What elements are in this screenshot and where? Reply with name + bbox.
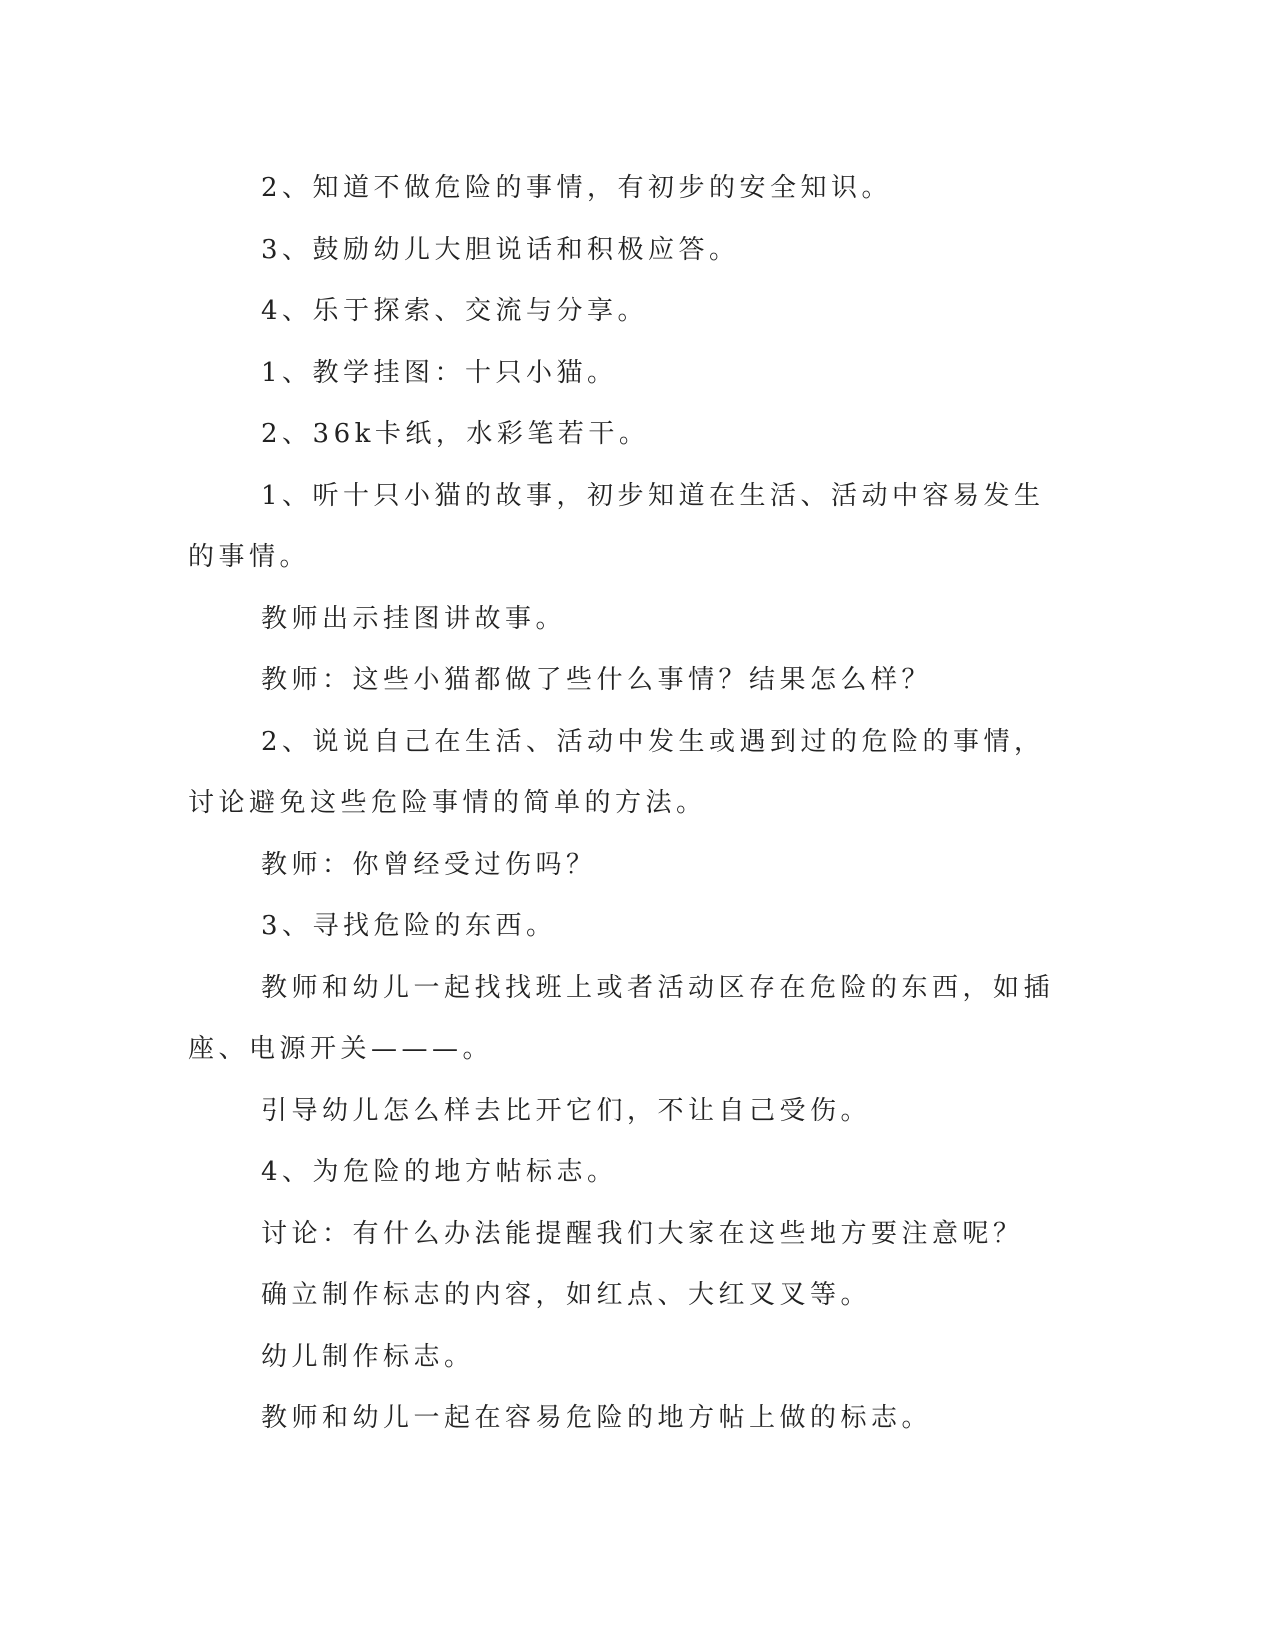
- paragraph-teacher-question-2: 教师：你曾经受过伤吗？: [261, 849, 597, 880]
- paragraph-discussion: 讨论：有什么办法能提醒我们大家在这些地方要注意呢？: [261, 1218, 1024, 1249]
- paragraph-material-2: 2、36k卡纸，水彩笔若干。: [261, 419, 650, 449]
- paragraph-post-sign: 教师和幼儿一起在容易危险的地方帖上做的标志。: [261, 1403, 933, 1433]
- document-body: [188, 158, 1068, 1450]
- paragraph-objective-2: 2、知道不做危险的事情，有初步的安全知识。: [261, 173, 893, 203]
- paragraph-objective-3: 3、鼓励幼儿大胆说话和积极应答。: [261, 234, 740, 265]
- paragraph-guide-avoid: 引导幼儿怎么样去比开它们，不让自己受伤。: [261, 1095, 872, 1126]
- paragraph-step-1: 1、听十只小猫的故事，初步知道在生活、活动中容易发生的事情。: [188, 480, 1045, 572]
- paragraph-make-sign: 幼儿制作标志。: [261, 1341, 475, 1372]
- paragraph-teacher-story: 教师出示挂图讲故事。: [261, 603, 567, 634]
- paragraph-sign-content: 确立制作标志的内容，如红点、大红叉叉等。: [261, 1280, 872, 1310]
- paragraph-teacher-question-1: 教师：这些小猫都做了些什么事情？结果怎么样？: [261, 665, 933, 695]
- paragraph-find-danger: 教师和幼儿一起找找班上或者活动区存在危险的东西，如插座、电源开关———。: [188, 972, 1055, 1064]
- paragraph-step-3: 3、寻找危险的东西。: [261, 911, 557, 941]
- paragraph-step-2: 2、说说自己在生活、活动中发生或遇到过的危险的事情，讨论避免这些危险事情的简单的方法。: [188, 726, 1045, 818]
- paragraph-step-4: 4、为危险的地方帖标志。: [261, 1157, 618, 1187]
- paragraph-material-1: 1、教学挂图：十只小猫。: [261, 357, 618, 388]
- paragraph-objective-4: 4、乐于探索、交流与分享。: [261, 296, 649, 326]
